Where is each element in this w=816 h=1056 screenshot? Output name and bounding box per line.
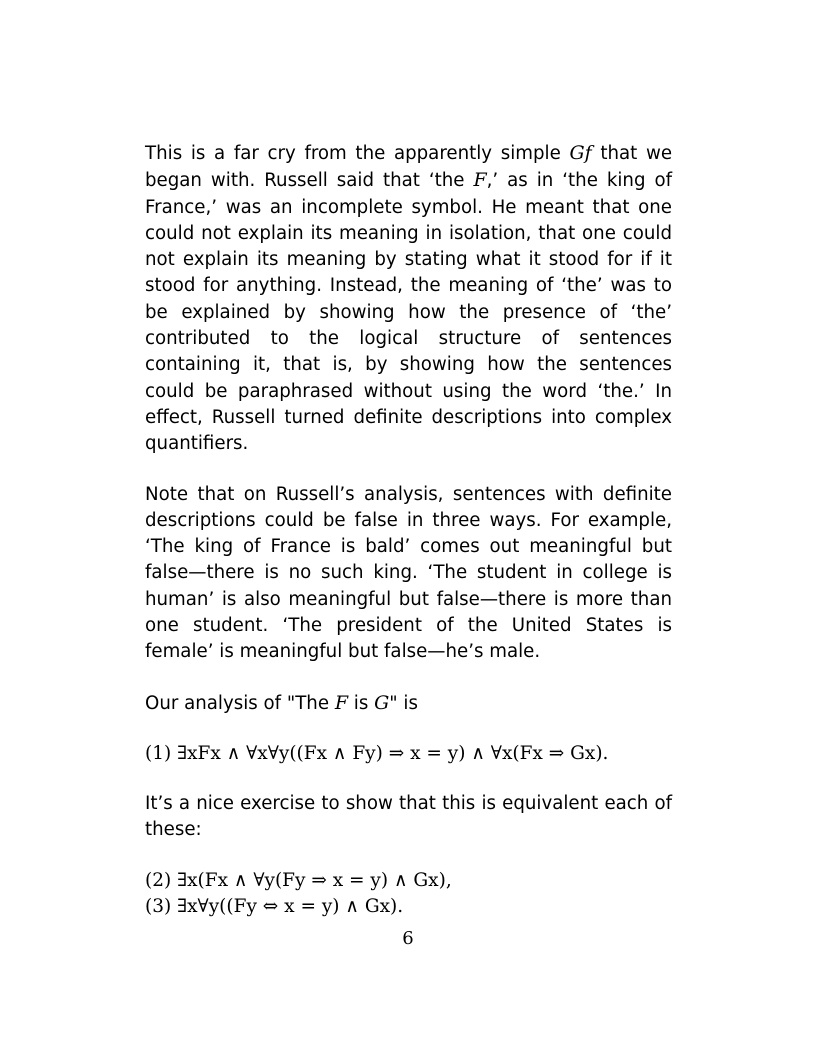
equation-1: (1) ∃xFx ∧ ∀x∀y((Fx ∧ Fy) ⇒ x = y) ∧ ∀x(Fx ⇒ Gx).	[145, 742, 609, 764]
math-f: F	[473, 169, 487, 192]
equation-1-block	[145, 741, 672, 767]
paragraph-russell-incomplete-symbol	[145, 140, 672, 458]
paragraph-exercise: It’s a nice exercise to show that this is equivalent each of these:	[145, 792, 672, 841]
paragraph-text: " is	[389, 692, 418, 714]
math-f: F	[334, 691, 348, 714]
paragraph-our-analysis	[145, 690, 672, 717]
paragraph-text: that we began with. Russell said that ‘the	[145, 143, 673, 192]
paragraph-text: ,’ as in ‘the king of France,’ was an incomplete symbol. He meant that one could not explain its meaning in isolation, that one could not explain its meaning by stating what it stood for if it stood for anything. Instead, the meaning of ‘the’ was to be explained by showing how the presence of ‘the’ contributed to the logical structure of sentences containing it, that is, by showing how the sentences could be paraphrased without using the word ‘the.’ In effect, Russell turned definite descriptions into complex quantifiers.	[145, 170, 672, 455]
math-g: G	[374, 691, 390, 714]
page-body	[145, 140, 672, 944]
paragraph-text: Our analysis of "The	[145, 692, 335, 714]
paragraph-text: is	[348, 692, 375, 714]
equations-2-3-block	[145, 868, 672, 920]
equation-3: (3) ∃x∀y((Fy ⇔ x = y) ∧ Gx).	[145, 895, 404, 917]
equation-2: (2) ∃x(Fx ∧ ∀y(Fy ⇒ x = y) ∧ Gx),	[145, 869, 452, 891]
paragraph-text: This is a far cry from the apparently simple	[145, 143, 570, 164]
paragraph-false-three-ways: Note that on Russell’s analysis, sentences with definite descriptions could be false in three ways. For example, ‘The king of France is bald’ comes out meaningful but false—there is no such king. ‘The student in college is human’ is also meaningful but false—there is more than one student. ‘The president of the United States is female’ is meaningful but false—he’s male.	[145, 483, 672, 663]
page-number: 6	[402, 928, 414, 949]
math-gf: Gf	[569, 142, 592, 164]
